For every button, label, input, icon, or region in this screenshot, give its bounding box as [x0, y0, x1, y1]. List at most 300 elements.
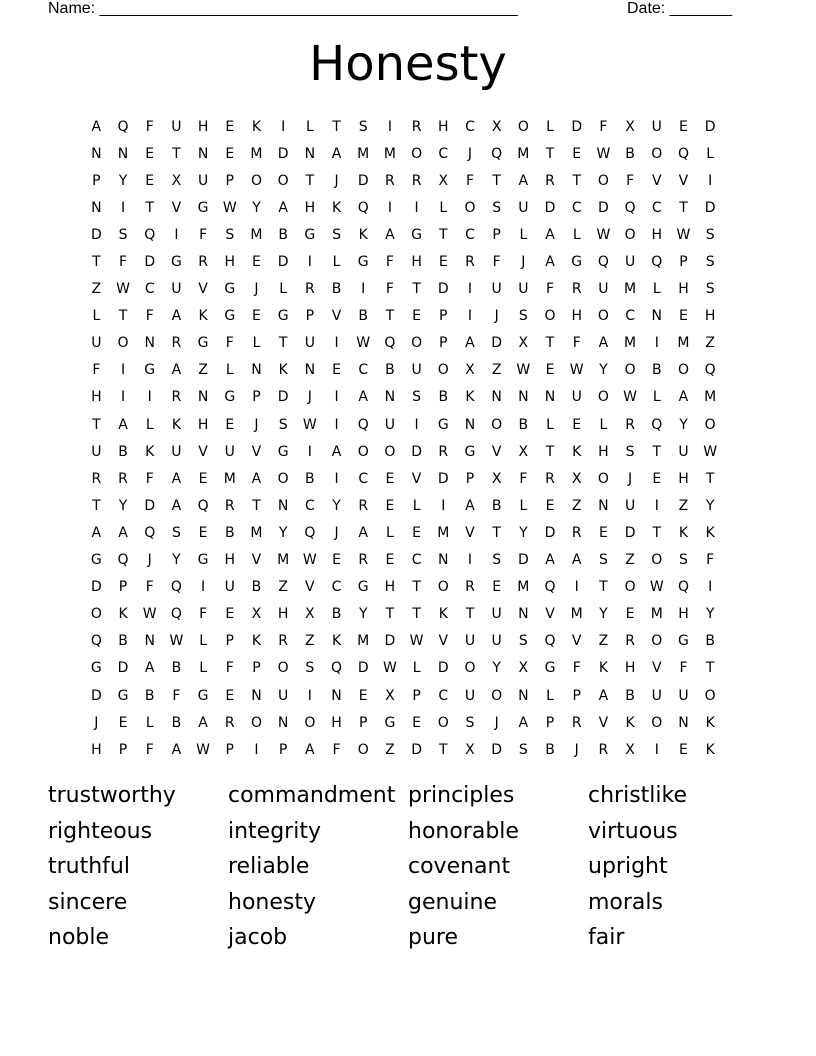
grid-letter: E [252, 308, 261, 325]
grid-letter: U [491, 281, 502, 298]
grid-letter: O [437, 579, 449, 596]
grid-letter: C [331, 579, 342, 596]
grid-row [83, 438, 763, 465]
grid-letter: T [679, 199, 688, 216]
grid-letter: G [117, 687, 129, 704]
grid-letter: R [358, 497, 369, 514]
grid-letter: N [277, 714, 289, 731]
grid-row [83, 574, 763, 601]
grid-letter: T [545, 145, 555, 162]
grid-row [83, 547, 763, 574]
grid-letter: H [624, 660, 636, 677]
grid-letter: E [412, 714, 422, 731]
grid-letter: P [572, 687, 581, 704]
grid-letter: J [521, 254, 526, 271]
grid-letter: Z [278, 579, 288, 596]
grid-letter: R [411, 118, 422, 135]
grid-row [83, 682, 763, 709]
grid-letter: W [569, 362, 584, 379]
grid-letter: G [678, 633, 689, 650]
grid-letter: Q [170, 579, 182, 596]
grid-letter: T [545, 443, 555, 460]
grid-letter: T [145, 199, 154, 216]
grid-letter: W [302, 552, 317, 569]
grid-letter: M [677, 335, 690, 352]
grid-letter: N [251, 687, 262, 704]
grid-letter: A [331, 145, 342, 162]
grid-letter: B [331, 606, 342, 623]
grid-letter: S [705, 254, 715, 271]
grid-letter: C [438, 687, 449, 704]
grid-letter: Q [117, 552, 129, 569]
grid-letter: X [518, 443, 529, 460]
grid-letter: Y [705, 606, 715, 623]
grid-letter: P [439, 308, 448, 325]
grid-letter: B [118, 633, 128, 650]
grid-letter: E [225, 145, 235, 162]
grid-letter: M [517, 579, 530, 596]
grid-letter: B [651, 362, 662, 379]
grid-letter: N [464, 416, 476, 433]
grid-letter: E [492, 579, 502, 596]
grid-letter: I [120, 199, 126, 216]
grid-letter: Y [118, 497, 128, 514]
grid-letter: G [464, 443, 476, 460]
grid-letter: D [437, 470, 449, 487]
grid-letter: D [704, 199, 716, 216]
grid-letter: O [357, 443, 369, 460]
grid-letter: U [384, 416, 396, 433]
grid-letter: U [171, 281, 182, 298]
grid-letter: A [545, 552, 555, 569]
grid-letter: I [441, 497, 446, 514]
grid-letter: M [250, 145, 263, 162]
grid-letter: U [91, 443, 102, 460]
word-list-item: upright [588, 854, 668, 880]
grid-letter: I [334, 470, 339, 487]
grid-letter: O [90, 606, 102, 623]
grid-letter: G [224, 281, 236, 298]
grid-letter: R [545, 172, 555, 189]
grid-letter: O [597, 389, 609, 406]
grid-letter: F [626, 172, 635, 189]
grid-letter: K [171, 416, 181, 433]
grid-letter: N [251, 362, 262, 379]
grid-letter: F [199, 606, 208, 623]
grid-letter: H [704, 308, 716, 325]
grid-letter: Z [91, 281, 102, 298]
grid-letter: O [250, 714, 262, 731]
grid-letter: S [679, 552, 688, 569]
grid-letter: X [491, 118, 502, 135]
grid-letter: O [651, 633, 663, 650]
grid-letter: H [224, 254, 236, 271]
grid-letter: O [464, 660, 476, 677]
grid-letter: A [385, 226, 395, 243]
grid-letter: R [91, 470, 102, 487]
grid-letter: R [465, 254, 475, 271]
grid-letter: D [144, 497, 156, 514]
grid-letter: I [307, 443, 312, 460]
grid-letter: O [277, 470, 289, 487]
grid-letter: I [307, 687, 312, 704]
grid-letter: B [385, 362, 395, 379]
grid-letter: V [598, 714, 609, 731]
grid-letter: L [652, 389, 661, 406]
grid-letter: T [252, 497, 261, 514]
word-list-item: truthful [48, 854, 130, 880]
grid-letter: T [92, 416, 101, 433]
grid-letter: M [517, 145, 530, 162]
grid-letter: O [597, 172, 609, 189]
grid-letter: A [518, 172, 529, 189]
grid-letter: L [519, 226, 528, 243]
grid-letter: G [197, 687, 209, 704]
grid-letter: U [491, 633, 502, 650]
grid-letter: Q [144, 226, 156, 243]
grid-letter: D [277, 254, 289, 271]
grid-letter: K [358, 226, 368, 243]
grid-letter: F [172, 687, 181, 704]
grid-letter: Q [90, 633, 102, 650]
grid-letter: S [171, 524, 181, 541]
grid-letter: F [492, 254, 501, 271]
grid-letter: U [651, 687, 662, 704]
grid-letter: L [572, 226, 581, 243]
grid-letter: F [599, 118, 608, 135]
grid-letter: A [144, 660, 155, 677]
grid-letter: G [544, 660, 556, 677]
grid-letter: D [357, 660, 369, 677]
grid-letter: G [384, 714, 396, 731]
grid-letter: P [465, 470, 475, 487]
grid-letter: H [411, 254, 422, 271]
grid-letter: O [597, 308, 609, 325]
grid-letter: D [544, 199, 556, 216]
grid-letter: R [438, 443, 449, 460]
grid-letter: A [171, 362, 182, 379]
grid-letter: T [439, 741, 448, 758]
grid-letter: N [544, 389, 556, 406]
grid-letter: N [518, 687, 529, 704]
grid-letter: A [571, 552, 582, 569]
grid-letter: W [516, 362, 531, 379]
grid-letter: K [705, 524, 715, 541]
grid-letter: F [145, 741, 154, 758]
grid-letter: I [414, 416, 419, 433]
grid-letter: U [411, 362, 422, 379]
grid-letter: A [171, 470, 182, 487]
grid-letter: K [278, 362, 288, 379]
grid-letter: P [118, 579, 128, 596]
grid-letter: L [412, 660, 421, 677]
grid-letter: P [439, 335, 448, 352]
grid-letter: Q [544, 633, 556, 650]
word-list-item: morals [588, 889, 663, 915]
grid-letter: O [384, 443, 396, 460]
grid-letter: R [224, 497, 235, 514]
grid-letter: K [625, 714, 635, 731]
grid-letter: N [438, 552, 449, 569]
word-list-item: pure [408, 925, 459, 951]
grid-letter: I [334, 416, 339, 433]
grid-letter: G [277, 443, 289, 460]
grid-letter: Q [677, 145, 689, 162]
grid-letter: W [169, 633, 184, 650]
grid-letter: X [305, 606, 315, 623]
grid-letter: X [571, 470, 582, 487]
grid-letter: D [90, 226, 102, 243]
grid-letter: V [491, 443, 502, 460]
grid-letter: X [465, 362, 475, 379]
grid-letter: C [651, 199, 662, 216]
grid-letter: M [624, 335, 637, 352]
grid-letter: O [704, 687, 716, 704]
grid-letter: G [571, 254, 583, 271]
grid-letter: V [465, 524, 475, 541]
grid-letter: E [145, 172, 155, 189]
grid-letter: E [118, 714, 128, 731]
grid-letter: I [174, 226, 179, 243]
grid-letter: R [465, 579, 475, 596]
word-list [48, 778, 768, 956]
grid-letter: E [385, 497, 395, 514]
grid-letter: K [678, 524, 689, 541]
grid-letter: V [411, 470, 422, 487]
grid-letter: E [332, 362, 341, 379]
grid-letter: R [571, 281, 582, 298]
grid-letter: C [625, 308, 635, 325]
grid-letter: D [411, 741, 422, 758]
grid-letter: U [624, 497, 636, 514]
grid-letter: M [223, 470, 236, 487]
grid-letter: O [277, 660, 289, 677]
grid-letter: Y [118, 172, 128, 189]
grid-letter: E [412, 308, 422, 325]
grid-letter: R [411, 172, 422, 189]
grid-letter: J [628, 470, 633, 487]
grid-letter: H [678, 281, 689, 298]
grid-letter: K [572, 443, 582, 460]
grid-letter: B [305, 470, 315, 487]
grid-letter: H [277, 606, 289, 623]
grid-letter: T [92, 497, 101, 514]
grid-letter: O [624, 579, 636, 596]
grid-letter: X [625, 118, 635, 135]
grid-letter: Y [278, 524, 288, 541]
grid-letter: O [597, 470, 609, 487]
grid-letter: I [708, 579, 713, 596]
grid-letter: N [197, 145, 209, 162]
word-list-item: honesty [228, 889, 316, 915]
grid-letter: P [358, 714, 368, 731]
grid-letter: J [254, 281, 259, 298]
grid-letter: D [598, 199, 609, 216]
grid-letter: N [678, 714, 689, 731]
grid-letter: H [197, 416, 209, 433]
grid-letter: N [331, 687, 342, 704]
word-list-item: genuine [408, 889, 497, 915]
grid-letter: O [651, 145, 663, 162]
grid-letter: Z [571, 497, 582, 514]
grid-letter: H [304, 199, 316, 216]
grid-letter: E [679, 308, 688, 325]
grid-letter: H [571, 308, 582, 325]
grid-letter: D [90, 687, 102, 704]
grid-letter: B [705, 633, 715, 650]
grid-row [83, 167, 763, 194]
grid-letter: S [305, 660, 315, 677]
grid-letter: L [225, 362, 234, 379]
grid-letter: V [251, 552, 262, 569]
grid-row [83, 113, 763, 140]
grid-letter: Q [117, 118, 129, 135]
grid-letter: X [491, 470, 502, 487]
grid-letter: N [491, 389, 502, 406]
grid-letter: K [198, 308, 208, 325]
grid-letter: B [278, 226, 288, 243]
grid-letter: R [171, 335, 182, 352]
grid-letter: T [652, 524, 662, 541]
grid-letter: J [307, 389, 312, 406]
grid-letter: B [545, 741, 555, 758]
grid-letter: F [119, 254, 128, 271]
grid-letter: A [358, 524, 368, 541]
grid-letter: D [491, 741, 503, 758]
grid-letter: Y [679, 416, 688, 433]
grid-letter: M [624, 281, 637, 298]
word-list-item: integrity [228, 818, 321, 844]
grid-letter: I [387, 118, 392, 135]
grid-letter: P [225, 633, 234, 650]
grid-letter: J [494, 308, 499, 325]
grid-letter: L [92, 308, 101, 325]
grid-letter: B [171, 660, 182, 677]
grid-letter: T [278, 335, 288, 352]
grid-letter: Y [705, 497, 715, 514]
grid-letter: U [224, 443, 235, 460]
grid-letter: D [437, 281, 449, 298]
grid-letter: U [171, 443, 182, 460]
grid-row [83, 492, 763, 519]
grid-row [83, 411, 763, 438]
grid-letter: Z [705, 335, 715, 352]
grid-letter: P [92, 172, 101, 189]
grid-letter: R [385, 172, 395, 189]
grid-letter: K [438, 606, 448, 623]
grid-letter: D [704, 118, 716, 135]
grid-letter: A [598, 335, 609, 352]
grid-letter: B [331, 281, 342, 298]
grid-letter: G [144, 362, 156, 379]
grid-letter: F [519, 470, 528, 487]
grid-letter: R [278, 633, 289, 650]
grid-letter: P [225, 172, 234, 189]
grid-letter: G [170, 254, 182, 271]
grid-letter: B [118, 443, 128, 460]
grid-letter: U [491, 606, 502, 623]
grid-letter: V [198, 281, 208, 298]
grid-letter: Q [304, 524, 316, 541]
grid-letter: F [145, 308, 154, 325]
grid-letter: C [358, 470, 369, 487]
grid-letter: E [412, 524, 422, 541]
grid-letter: U [571, 389, 582, 406]
grid-letter: G [224, 308, 236, 325]
grid-row [83, 628, 763, 655]
grid-letter: U [278, 687, 289, 704]
grid-letter: H [651, 226, 663, 243]
grid-letter: Q [651, 416, 663, 433]
grid-letter: S [118, 226, 128, 243]
grid-letter: U [518, 199, 529, 216]
grid-row [83, 519, 763, 546]
grid-letter: W [356, 335, 371, 352]
grid-letter: E [145, 145, 155, 162]
grid-letter: G [357, 254, 369, 271]
grid-letter: W [703, 443, 718, 460]
grid-letter: X [171, 172, 182, 189]
grid-letter: G [357, 579, 369, 596]
grid-letter: F [679, 660, 688, 677]
grid-letter: G [411, 226, 423, 243]
grid-letter: I [334, 335, 339, 352]
grid-letter: N [117, 145, 129, 162]
grid-letter: S [412, 389, 422, 406]
grid-letter: I [654, 335, 659, 352]
grid-letter: T [545, 335, 555, 352]
grid-letter: C [358, 362, 369, 379]
grid-letter: D [544, 524, 556, 541]
grid-letter: Z [491, 362, 502, 379]
grid-letter: M [650, 606, 663, 623]
grid-letter: O [624, 226, 636, 243]
grid-letter: W [142, 606, 157, 623]
grid-letter: E [252, 254, 261, 271]
grid-letter: B [171, 714, 182, 731]
grid-letter: Z [305, 633, 315, 650]
grid-letter: H [91, 389, 102, 406]
grid-row [83, 221, 763, 248]
word-list-item: christlike [588, 783, 687, 808]
grid-letter: U [598, 281, 609, 298]
grid-letter: A [198, 714, 208, 731]
grid-letter: E [385, 552, 395, 569]
grid-row [83, 655, 763, 682]
grid-letter: J [334, 524, 339, 541]
grid-letter: K [331, 199, 342, 216]
grid-letter: I [120, 389, 126, 406]
grid-letter: Q [704, 362, 716, 379]
grid-letter: O [437, 714, 449, 731]
grid-letter: P [252, 660, 261, 677]
grid-letter: S [625, 443, 635, 460]
grid-letter: L [145, 714, 154, 731]
grid-letter: N [91, 145, 102, 162]
grid-letter: H [438, 118, 449, 135]
grid-letter: I [307, 254, 312, 271]
grid-letter: O [651, 552, 663, 569]
grid-letter: U [624, 254, 636, 271]
grid-letter: X [385, 687, 395, 704]
word-list-item: jacob [228, 925, 288, 951]
grid-letter: M [250, 226, 263, 243]
grid-row [83, 194, 763, 221]
grid-letter: E [225, 606, 235, 623]
grid-letter: M [357, 633, 370, 650]
grid-letter: P [278, 741, 288, 758]
grid-letter: Z [198, 362, 208, 379]
